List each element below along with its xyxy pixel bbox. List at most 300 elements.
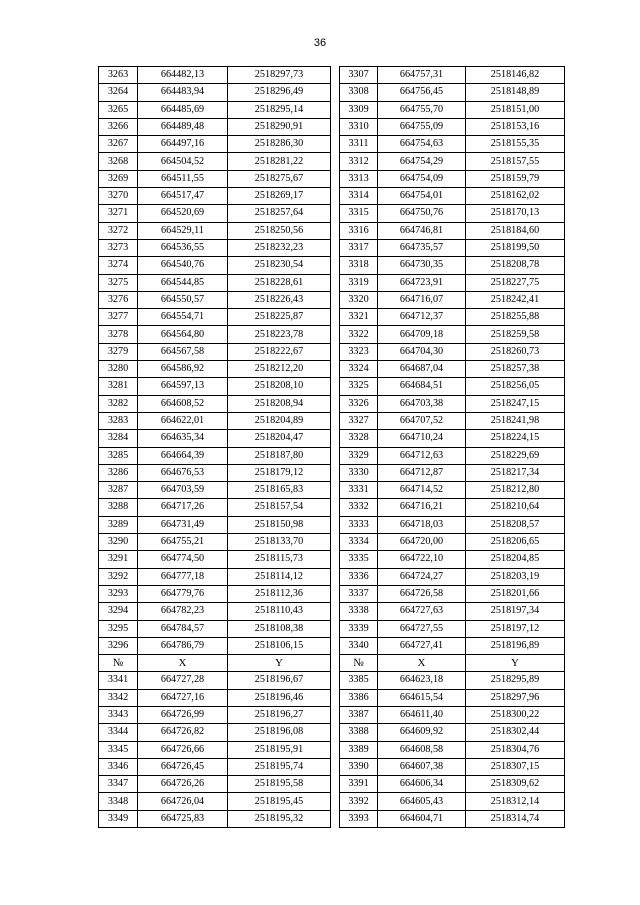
coordinates-table (98, 66, 565, 828)
point-number-cell: 3314 (340, 188, 378, 205)
column-gap (331, 257, 340, 274)
column-gap (331, 170, 340, 187)
y-coordinate-cell: 2518187,80 (228, 447, 331, 464)
x-coordinate-cell: 664754,01 (378, 188, 466, 205)
x-coordinate-cell: 664709,18 (378, 326, 466, 343)
x-coordinate-cell: 664536,55 (138, 239, 228, 256)
column-gap (331, 361, 340, 378)
point-number-cell: 3286 (99, 464, 138, 481)
column-gap (331, 430, 340, 447)
point-number-cell: 3276 (99, 291, 138, 308)
y-coordinate-cell: 2518153,16 (466, 118, 565, 135)
x-coordinate-cell: 664605,43 (378, 793, 466, 810)
point-number-cell: 3295 (99, 620, 138, 637)
y-coordinate-cell: 2518199,50 (466, 239, 565, 256)
x-coordinate-cell: 664727,63 (378, 603, 466, 620)
x-coordinate-cell: 664757,31 (378, 67, 466, 84)
y-coordinate-cell: 2518247,15 (466, 395, 565, 412)
x-coordinate-cell: 664726,66 (138, 741, 228, 758)
y-coordinate-cell: 2518208,57 (466, 516, 565, 533)
x-coordinate-cell: 664489,48 (138, 118, 228, 135)
point-number-cell: 3332 (340, 499, 378, 516)
column-gap (331, 568, 340, 585)
point-number-cell: 3266 (99, 118, 138, 135)
x-coordinate-cell: 664712,37 (378, 309, 466, 326)
x-coordinate-cell: 664710,24 (378, 430, 466, 447)
x-coordinate-cell: 664746,81 (378, 222, 466, 239)
table-row (99, 810, 565, 827)
point-number-cell: 3287 (99, 482, 138, 499)
y-coordinate-cell: 2518195,58 (228, 776, 331, 793)
table-row (99, 274, 565, 291)
x-coordinate-cell: 664755,21 (138, 534, 228, 551)
column-gap (331, 153, 340, 170)
point-number-cell: 3312 (340, 153, 378, 170)
point-number-cell: 3270 (99, 188, 138, 205)
y-coordinate-cell: 2518290,91 (228, 118, 331, 135)
y-coordinate-cell: 2518250,56 (228, 222, 331, 239)
x-coordinate-cell: 664604,71 (378, 810, 466, 827)
x-coordinate-cell: 664784,57 (138, 620, 228, 637)
x-coordinate-cell: 664722,10 (378, 551, 466, 568)
y-coordinate-cell: 2518260,73 (466, 343, 565, 360)
x-coordinate-cell: 664517,47 (138, 188, 228, 205)
point-number-cell: 3333 (340, 516, 378, 533)
point-number-cell: 3292 (99, 568, 138, 585)
table-row (99, 585, 565, 602)
y-coordinate-cell: 2518162,02 (466, 188, 565, 205)
y-coordinate-cell: 2518286,30 (228, 136, 331, 153)
column-gap (331, 482, 340, 499)
y-coordinate-cell: 2518151,00 (466, 101, 565, 118)
column-gap (331, 412, 340, 429)
y-coordinate-cell: 2518112,36 (228, 585, 331, 602)
point-number-cell: 3331 (340, 482, 378, 499)
point-number-cell: 3316 (340, 222, 378, 239)
x-coordinate-cell: 664716,07 (378, 291, 466, 308)
x-coordinate-cell: 664716,21 (378, 499, 466, 516)
x-coordinate-cell: 664777,18 (138, 568, 228, 585)
column-gap (331, 447, 340, 464)
x-coordinate-cell: 664586,92 (138, 361, 228, 378)
point-number-cell: 3310 (340, 118, 378, 135)
x-coordinate-cell: 664676,53 (138, 464, 228, 481)
y-coordinate-cell: 2518232,23 (228, 239, 331, 256)
page-number: 36 (313, 37, 327, 49)
y-coordinate-cell: 2518196,27 (228, 706, 331, 723)
x-coordinate-cell: 664609,92 (378, 724, 466, 741)
y-coordinate-cell: 2518227,75 (466, 274, 565, 291)
y-coordinate-cell: 2518195,32 (228, 810, 331, 827)
column-gap (331, 136, 340, 153)
column-gap (331, 309, 340, 326)
column-gap (331, 395, 340, 412)
table-row (99, 499, 565, 516)
point-number-cell: 3322 (340, 326, 378, 343)
header-x: X (378, 655, 466, 672)
point-number-cell: 3291 (99, 551, 138, 568)
x-coordinate-cell: 664779,76 (138, 585, 228, 602)
x-coordinate-cell: 664611,40 (378, 706, 466, 723)
column-gap (331, 326, 340, 343)
point-number-cell: 3389 (340, 741, 378, 758)
y-coordinate-cell: 2518204,47 (228, 430, 331, 447)
x-coordinate-cell: 664726,45 (138, 758, 228, 775)
table-row (99, 84, 565, 101)
table-row (99, 326, 565, 343)
column-gap (331, 689, 340, 706)
y-coordinate-cell: 2518259,58 (466, 326, 565, 343)
point-number-cell: 3326 (340, 395, 378, 412)
table-row (99, 67, 565, 84)
point-number-cell: 3265 (99, 101, 138, 118)
point-number-cell: 3319 (340, 274, 378, 291)
x-coordinate-cell: 664726,26 (138, 776, 228, 793)
point-number-cell: 3278 (99, 326, 138, 343)
table-row (99, 188, 565, 205)
column-gap (331, 222, 340, 239)
y-coordinate-cell: 2518230,54 (228, 257, 331, 274)
point-number-cell: 3307 (340, 67, 378, 84)
x-coordinate-cell: 664714,52 (378, 482, 466, 499)
point-number-cell: 3273 (99, 239, 138, 256)
x-coordinate-cell: 664703,38 (378, 395, 466, 412)
point-number-cell: 3346 (99, 758, 138, 775)
y-coordinate-cell: 2518212,20 (228, 361, 331, 378)
y-coordinate-cell: 2518212,80 (466, 482, 565, 499)
x-coordinate-cell: 664724,27 (378, 568, 466, 585)
y-coordinate-cell: 2518196,08 (228, 724, 331, 741)
x-coordinate-cell: 664723,91 (378, 274, 466, 291)
point-number-cell: 3294 (99, 603, 138, 620)
y-coordinate-cell: 2518195,74 (228, 758, 331, 775)
column-gap (331, 84, 340, 101)
x-coordinate-cell: 664564,80 (138, 326, 228, 343)
point-number-cell: 3264 (99, 84, 138, 101)
x-coordinate-cell: 664608,52 (138, 395, 228, 412)
point-number-cell: 3386 (340, 689, 378, 706)
point-number-cell: 3325 (340, 378, 378, 395)
x-coordinate-cell: 664623,18 (378, 672, 466, 689)
y-coordinate-cell: 2518224,15 (466, 430, 565, 447)
point-number-cell: 3335 (340, 551, 378, 568)
point-number-cell: 3321 (340, 309, 378, 326)
y-coordinate-cell: 2518184,60 (466, 222, 565, 239)
y-coordinate-cell: 2518208,10 (228, 378, 331, 395)
y-coordinate-cell: 2518210,64 (466, 499, 565, 516)
column-gap (331, 343, 340, 360)
x-coordinate-cell: 664726,99 (138, 706, 228, 723)
y-coordinate-cell: 2518208,94 (228, 395, 331, 412)
y-coordinate-cell: 2518157,55 (466, 153, 565, 170)
x-coordinate-cell: 664782,23 (138, 603, 228, 620)
table-row (99, 291, 565, 308)
column-gap (331, 724, 340, 741)
x-coordinate-cell: 664707,52 (378, 412, 466, 429)
x-coordinate-cell: 664529,11 (138, 222, 228, 239)
point-number-cell: 3330 (340, 464, 378, 481)
point-number-cell: 3284 (99, 430, 138, 447)
y-coordinate-cell: 2518204,85 (466, 551, 565, 568)
x-coordinate-cell: 664727,16 (138, 689, 228, 706)
column-gap (331, 741, 340, 758)
y-coordinate-cell: 2518222,67 (228, 343, 331, 360)
y-coordinate-cell: 2518257,64 (228, 205, 331, 222)
x-coordinate-cell: 664774,50 (138, 551, 228, 568)
column-gap (331, 706, 340, 723)
header-row (99, 655, 565, 672)
y-coordinate-cell: 2518179,12 (228, 464, 331, 481)
y-coordinate-cell: 2518300,22 (466, 706, 565, 723)
point-number-cell: 3334 (340, 534, 378, 551)
x-coordinate-cell: 664726,82 (138, 724, 228, 741)
x-coordinate-cell: 664607,38 (378, 758, 466, 775)
table-row (99, 257, 565, 274)
x-coordinate-cell: 664608,58 (378, 741, 466, 758)
y-coordinate-cell: 2518110,43 (228, 603, 331, 620)
y-coordinate-cell: 2518133,70 (228, 534, 331, 551)
table-row (99, 482, 565, 499)
table-row (99, 170, 565, 187)
table-row (99, 689, 565, 706)
column-gap (331, 776, 340, 793)
y-coordinate-cell: 2518196,89 (466, 637, 565, 654)
y-coordinate-cell: 2518302,44 (466, 724, 565, 741)
y-coordinate-cell: 2518226,43 (228, 291, 331, 308)
column-gap (331, 534, 340, 551)
column-gap (331, 810, 340, 827)
point-number-cell: 3341 (99, 672, 138, 689)
table-row (99, 378, 565, 395)
table-row (99, 603, 565, 620)
y-coordinate-cell: 2518296,49 (228, 84, 331, 101)
y-coordinate-cell: 2518159,79 (466, 170, 565, 187)
table-row (99, 395, 565, 412)
y-coordinate-cell: 2518196,46 (228, 689, 331, 706)
point-number-cell: 3318 (340, 257, 378, 274)
y-coordinate-cell: 2518297,73 (228, 67, 331, 84)
y-coordinate-cell: 2518148,89 (466, 84, 565, 101)
y-coordinate-cell: 2518255,88 (466, 309, 565, 326)
header-number: № (340, 655, 378, 672)
point-number-cell: 3271 (99, 205, 138, 222)
y-coordinate-cell: 2518228,61 (228, 274, 331, 291)
x-coordinate-cell: 664497,16 (138, 136, 228, 153)
x-coordinate-cell: 664786,79 (138, 637, 228, 654)
column-gap (331, 118, 340, 135)
x-coordinate-cell: 664687,04 (378, 361, 466, 378)
column-gap (331, 378, 340, 395)
table-row (99, 239, 565, 256)
x-coordinate-cell: 664731,49 (138, 516, 228, 533)
x-coordinate-cell: 664511,55 (138, 170, 228, 187)
header-y: Y (228, 655, 331, 672)
table-row (99, 222, 565, 239)
point-number-cell: 3323 (340, 343, 378, 360)
column-gap (331, 585, 340, 602)
y-coordinate-cell: 2518281,22 (228, 153, 331, 170)
column-gap (331, 637, 340, 654)
x-coordinate-cell: 664520,69 (138, 205, 228, 222)
x-coordinate-cell: 664717,26 (138, 499, 228, 516)
x-coordinate-cell: 664718,03 (378, 516, 466, 533)
point-number-cell: 3317 (340, 239, 378, 256)
column-gap (331, 101, 340, 118)
point-number-cell: 3320 (340, 291, 378, 308)
column-gap (331, 672, 340, 689)
y-coordinate-cell: 2518165,83 (228, 482, 331, 499)
coordinates-tables (98, 66, 565, 828)
point-number-cell: 3337 (340, 585, 378, 602)
table-row (99, 534, 565, 551)
table-row (99, 430, 565, 447)
x-coordinate-cell: 664727,41 (378, 637, 466, 654)
header-number: № (99, 655, 138, 672)
table-row (99, 724, 565, 741)
point-number-cell: 3344 (99, 724, 138, 741)
table-row (99, 412, 565, 429)
x-coordinate-cell: 664483,94 (138, 84, 228, 101)
point-number-cell: 3391 (340, 776, 378, 793)
y-coordinate-cell: 2518195,91 (228, 741, 331, 758)
y-coordinate-cell: 2518150,98 (228, 516, 331, 533)
table-row (99, 516, 565, 533)
x-coordinate-cell: 664712,87 (378, 464, 466, 481)
point-number-cell: 3267 (99, 136, 138, 153)
point-number-cell: 3274 (99, 257, 138, 274)
x-coordinate-cell: 664726,04 (138, 793, 228, 810)
point-number-cell: 3338 (340, 603, 378, 620)
point-number-cell: 3343 (99, 706, 138, 723)
x-coordinate-cell: 664725,83 (138, 810, 228, 827)
point-number-cell: 3385 (340, 672, 378, 689)
column-gap (331, 274, 340, 291)
point-number-cell: 3268 (99, 153, 138, 170)
point-number-cell: 3327 (340, 412, 378, 429)
x-coordinate-cell: 664756,45 (378, 84, 466, 101)
table-row (99, 637, 565, 654)
table-row (99, 620, 565, 637)
x-coordinate-cell: 664754,63 (378, 136, 466, 153)
y-coordinate-cell: 2518229,69 (466, 447, 565, 464)
y-coordinate-cell: 2518309,62 (466, 776, 565, 793)
table-row (99, 672, 565, 689)
x-coordinate-cell: 664540,76 (138, 257, 228, 274)
y-coordinate-cell: 2518256,05 (466, 378, 565, 395)
y-coordinate-cell: 2518275,67 (228, 170, 331, 187)
x-coordinate-cell: 664712,63 (378, 447, 466, 464)
y-coordinate-cell: 2518201,66 (466, 585, 565, 602)
point-number-cell: 3282 (99, 395, 138, 412)
y-coordinate-cell: 2518206,65 (466, 534, 565, 551)
table-row (99, 153, 565, 170)
point-number-cell: 3296 (99, 637, 138, 654)
point-number-cell: 3348 (99, 793, 138, 810)
point-number-cell: 3313 (340, 170, 378, 187)
y-coordinate-cell: 2518295,14 (228, 101, 331, 118)
x-coordinate-cell: 664704,30 (378, 343, 466, 360)
column-gap (331, 188, 340, 205)
y-coordinate-cell: 2518297,96 (466, 689, 565, 706)
y-coordinate-cell: 2518257,38 (466, 361, 565, 378)
point-number-cell: 3279 (99, 343, 138, 360)
x-coordinate-cell: 664703,59 (138, 482, 228, 499)
x-coordinate-cell: 664554,71 (138, 309, 228, 326)
y-coordinate-cell: 2518307,15 (466, 758, 565, 775)
x-coordinate-cell: 664597,13 (138, 378, 228, 395)
column-gap (331, 239, 340, 256)
y-coordinate-cell: 2518146,82 (466, 67, 565, 84)
point-number-cell: 3390 (340, 758, 378, 775)
column-gap (331, 793, 340, 810)
y-coordinate-cell: 2518217,34 (466, 464, 565, 481)
point-number-cell: 3392 (340, 793, 378, 810)
point-number-cell: 3293 (99, 585, 138, 602)
point-number-cell: 3277 (99, 309, 138, 326)
point-number-cell: 3283 (99, 412, 138, 429)
point-number-cell: 3311 (340, 136, 378, 153)
point-number-cell: 3275 (99, 274, 138, 291)
x-coordinate-cell: 664755,09 (378, 118, 466, 135)
point-number-cell: 3339 (340, 620, 378, 637)
y-coordinate-cell: 2518197,34 (466, 603, 565, 620)
point-number-cell: 3342 (99, 689, 138, 706)
y-coordinate-cell: 2518269,17 (228, 188, 331, 205)
table-row (99, 793, 565, 810)
y-coordinate-cell: 2518108,38 (228, 620, 331, 637)
point-number-cell: 3281 (99, 378, 138, 395)
x-coordinate-cell: 664750,76 (378, 205, 466, 222)
point-number-cell: 3272 (99, 222, 138, 239)
y-coordinate-cell: 2518312,14 (466, 793, 565, 810)
point-number-cell: 3324 (340, 361, 378, 378)
y-coordinate-cell: 2518204,89 (228, 412, 331, 429)
point-number-cell: 3285 (99, 447, 138, 464)
table-row (99, 758, 565, 775)
header-y: Y (466, 655, 565, 672)
x-coordinate-cell: 664635,34 (138, 430, 228, 447)
x-coordinate-cell: 664482,13 (138, 67, 228, 84)
table-row (99, 551, 565, 568)
table-row (99, 361, 565, 378)
x-coordinate-cell: 664550,57 (138, 291, 228, 308)
point-number-cell: 3308 (340, 84, 378, 101)
x-coordinate-cell: 664730,35 (378, 257, 466, 274)
x-coordinate-cell: 664754,29 (378, 153, 466, 170)
point-number-cell: 3387 (340, 706, 378, 723)
table-row (99, 101, 565, 118)
x-coordinate-cell: 664684,51 (378, 378, 466, 395)
column-gap (331, 516, 340, 533)
column-gap (331, 758, 340, 775)
table-row (99, 568, 565, 585)
table-row (99, 205, 565, 222)
point-number-cell: 3340 (340, 637, 378, 654)
point-number-cell: 3388 (340, 724, 378, 741)
point-number-cell: 3309 (340, 101, 378, 118)
column-gap (331, 499, 340, 516)
y-coordinate-cell: 2518208,78 (466, 257, 565, 274)
table-row (99, 706, 565, 723)
point-number-cell: 3280 (99, 361, 138, 378)
point-number-cell: 3263 (99, 67, 138, 84)
x-coordinate-cell: 664727,55 (378, 620, 466, 637)
point-number-cell: 3393 (340, 810, 378, 827)
point-number-cell: 3329 (340, 447, 378, 464)
point-number-cell: 3269 (99, 170, 138, 187)
x-coordinate-cell: 664544,85 (138, 274, 228, 291)
table-row (99, 309, 565, 326)
